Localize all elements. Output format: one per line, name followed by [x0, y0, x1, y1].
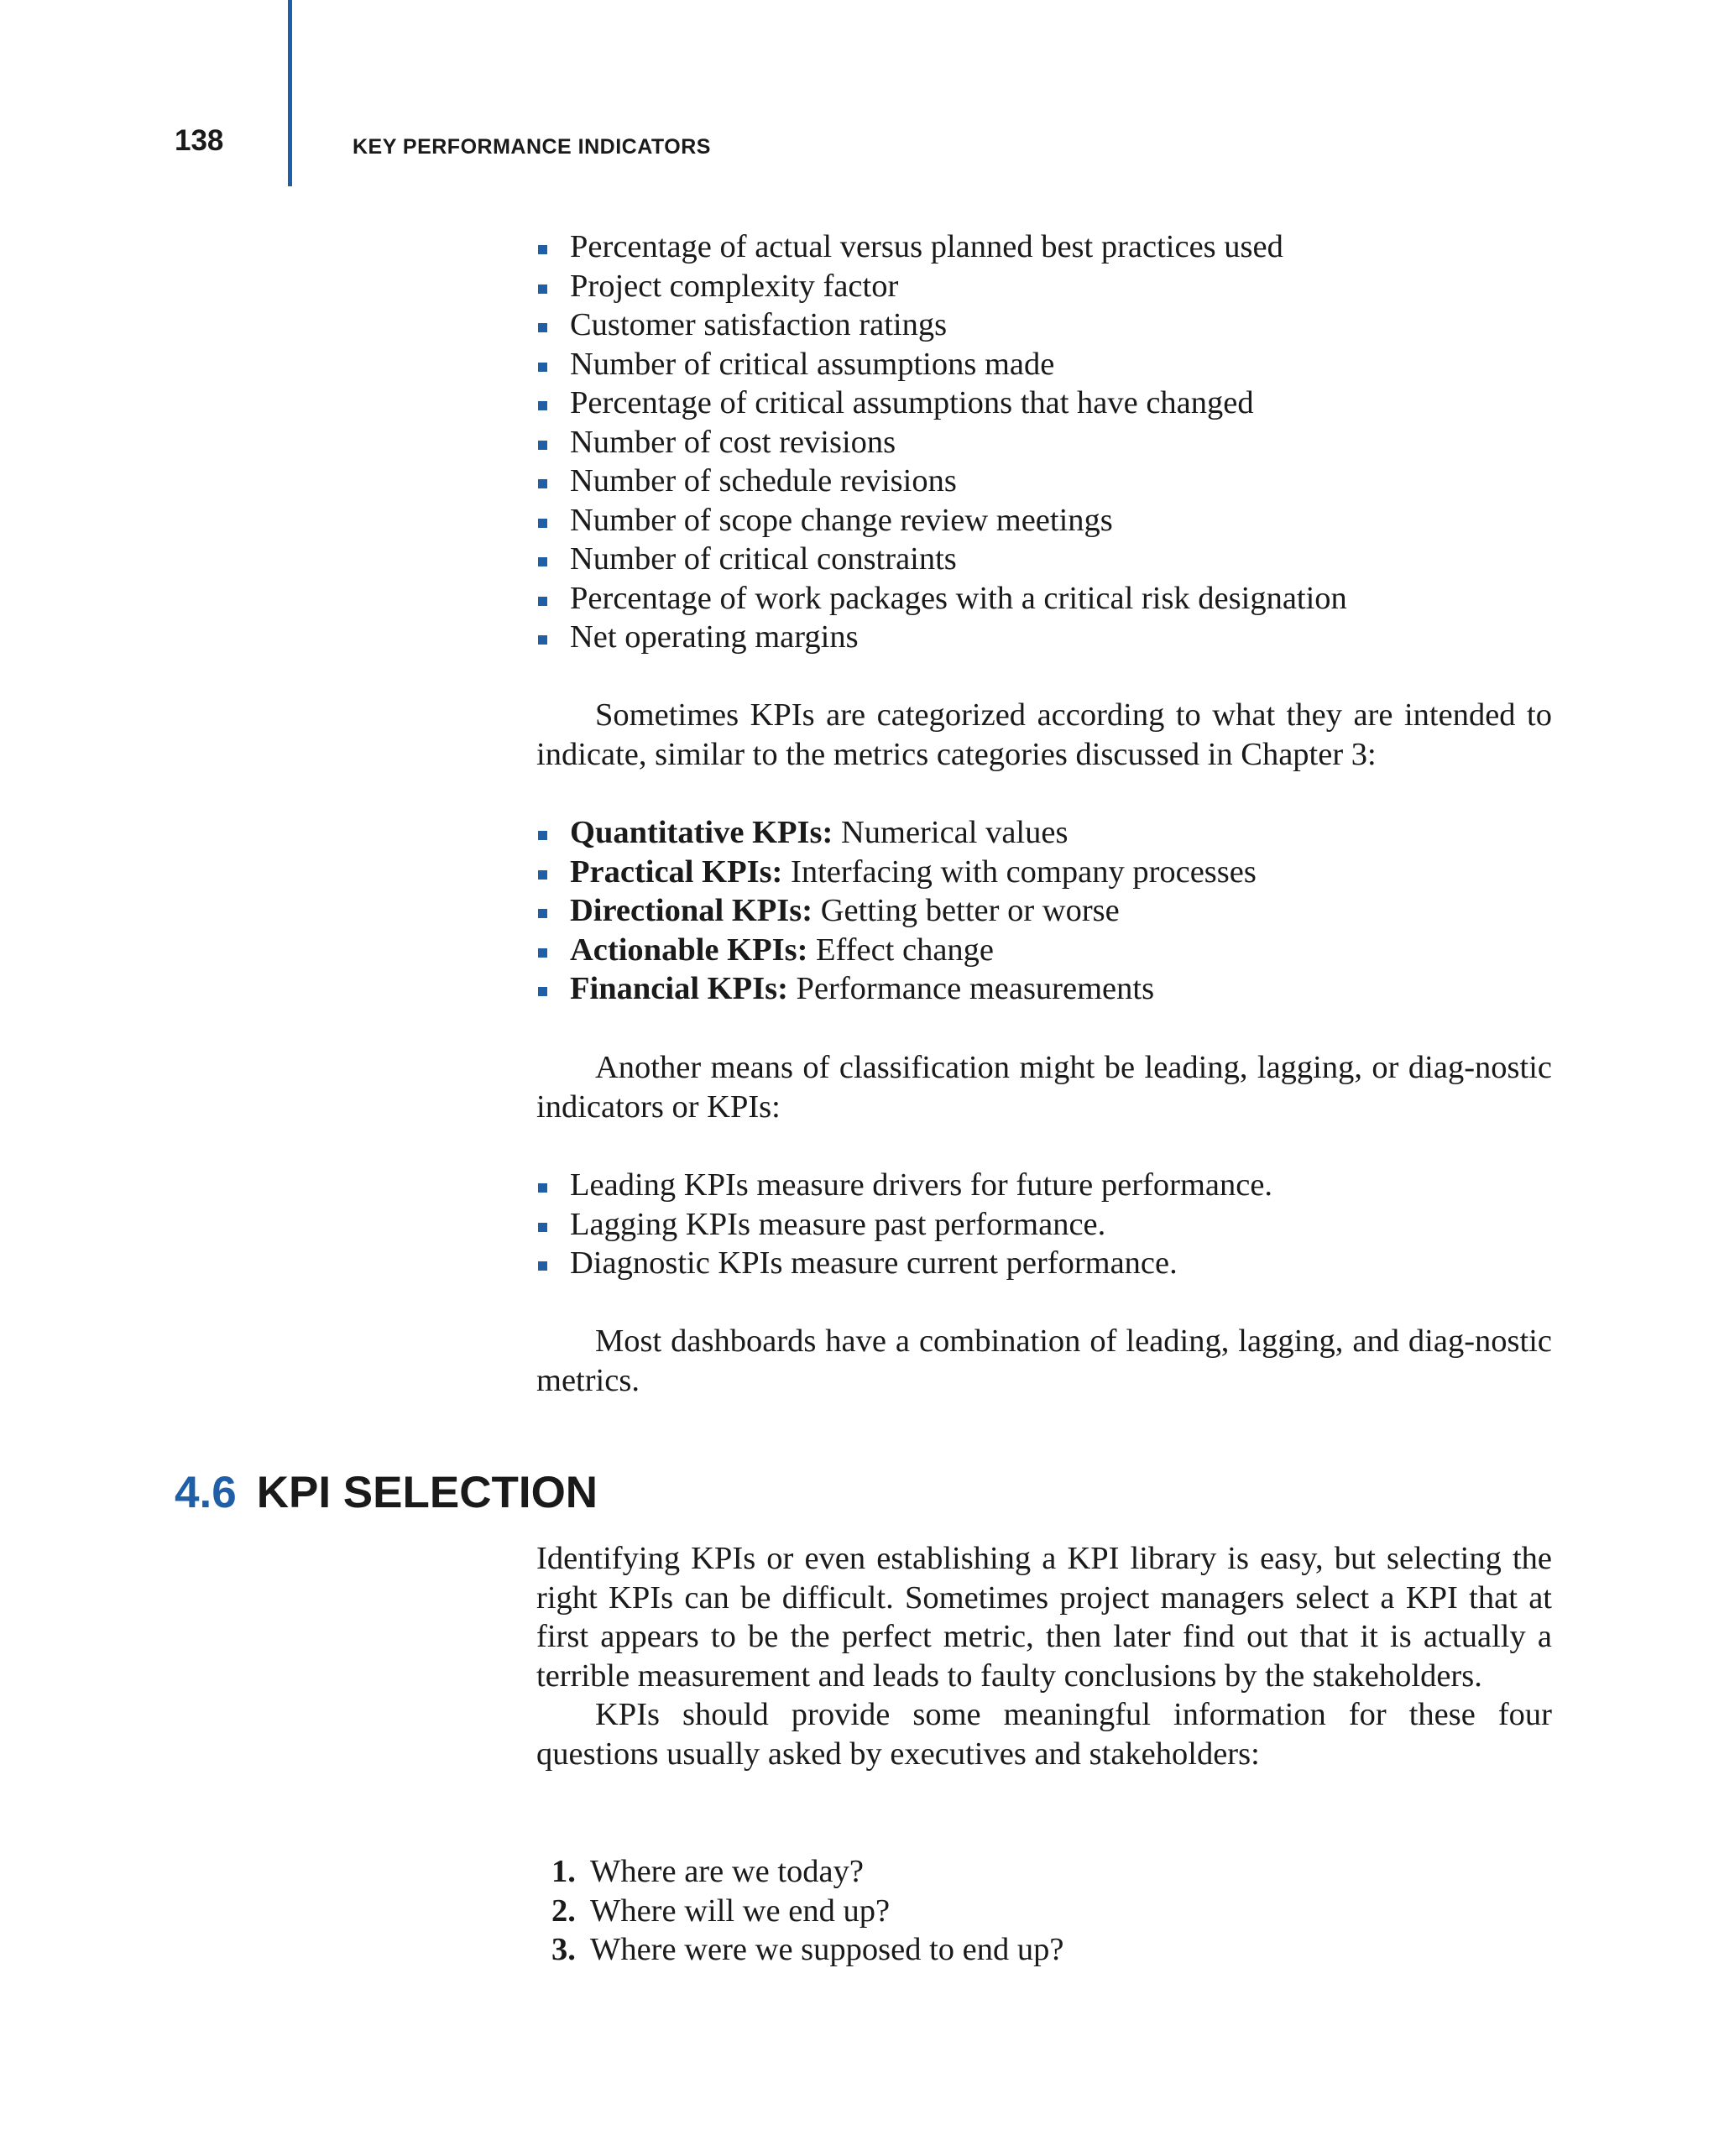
list-item: Number of scope change review meetings: [536, 501, 1552, 540]
section-number: 4.6: [175, 1468, 237, 1517]
square-bullet-icon: [538, 948, 547, 958]
square-bullet-icon: [538, 909, 547, 918]
square-bullet-icon: [538, 987, 547, 996]
list-item: 3. Where were we supposed to end up?: [551, 1932, 1064, 1967]
square-bullet-icon: [538, 363, 547, 372]
list-item: Percentage of actual versus planned best practices used: [536, 227, 1552, 267]
square-bullet-icon: [538, 870, 547, 880]
list-item: Customer satisfaction ratings: [536, 305, 1552, 345]
square-bullet-icon: [538, 635, 547, 645]
list-item: Net operating margins: [536, 618, 1552, 657]
paragraph-classification: Another means of classification might be leading, lagging, or diag-nostic indicators or KPIs:: [536, 1050, 1552, 1125]
section-title: KPI SELECTION: [256, 1468, 598, 1517]
list-item: Number of critical constraints: [536, 540, 1552, 579]
square-bullet-icon: [538, 401, 547, 410]
questions-list: [536, 1852, 1552, 1970]
square-bullet-icon: [538, 519, 547, 528]
square-bullet-icon: [538, 1261, 547, 1271]
paragraph-kpi-selection: Identifying KPIs or even establishing a KPI library is easy, but selecting the right KPIs can be difficult. Sometimes project managers select a KPI that at first appears to be the perfect metric, then later find out that it is actually a terrible measurement and leads to faulty conclusions by the stakeholders. KPIs should provide some meaningful information for these four questions usually asked by executives and stakeholders:: [536, 1539, 1552, 1773]
paragraph-categories-intro: Sometimes KPIs are categorized according to what they are intended to indicate, similar to the metrics categories discussed in Chapter 3:: [536, 697, 1552, 772]
square-bullet-icon: [538, 245, 547, 254]
list-item: Financial KPIs: Performance measurements: [536, 969, 1552, 1009]
square-bullet-icon: [538, 557, 547, 566]
section-heading: [175, 1467, 598, 1518]
list-item: Lagging KPIs measure past performance.: [536, 1205, 1552, 1245]
list-item: Number of cost revisions: [536, 423, 1552, 462]
list-item: Directional KPIs: Getting better or worse: [536, 891, 1552, 931]
square-bullet-icon: [538, 597, 547, 606]
list-item: Practical KPIs: Interfacing with company processes: [536, 853, 1552, 892]
list-item: 2. Where will we end up?: [551, 1892, 891, 1929]
list-item: 1. Where are we today?: [551, 1854, 864, 1889]
kpi-categories-list: [536, 813, 1552, 1009]
running-head: KEY PERFORMANCE INDICATORS: [353, 135, 711, 159]
square-bullet-icon: [538, 323, 547, 332]
square-bullet-icon: [538, 1183, 547, 1193]
header-rule: [288, 0, 292, 186]
square-bullet-icon: [538, 479, 547, 488]
square-bullet-icon: [538, 441, 547, 450]
measures-list: [536, 227, 1552, 657]
square-bullet-icon: [538, 1223, 547, 1232]
indicator-types-list: [536, 1166, 1552, 1283]
list-item: Diagnostic KPIs measure current performance.: [536, 1244, 1552, 1283]
paragraph-four-questions: KPIs should provide some meaningful information for these four questions usually asked by executives and stakeholders:: [536, 1697, 1552, 1772]
square-bullet-icon: [538, 831, 547, 840]
list-item: Number of schedule revisions: [536, 462, 1552, 501]
list-item: Leading KPIs measure drivers for future performance.: [536, 1166, 1552, 1205]
square-bullet-icon: [538, 285, 547, 294]
list-item: Actionable KPIs: Effect change: [536, 931, 1552, 970]
paragraph-dashboards: Most dashboards have a combination of leading, lagging, and diag-nostic metrics.: [536, 1323, 1552, 1398]
list-item: Percentage of work packages with a critical risk designation: [536, 579, 1552, 619]
list-item: Percentage of critical assumptions that have changed: [536, 384, 1552, 423]
list-item: Project complexity factor: [536, 267, 1552, 306]
page-number: 138: [175, 124, 224, 157]
list-item: Quantitative KPIs: Numerical values: [536, 813, 1552, 853]
list-item: Number of critical assumptions made: [536, 345, 1552, 384]
